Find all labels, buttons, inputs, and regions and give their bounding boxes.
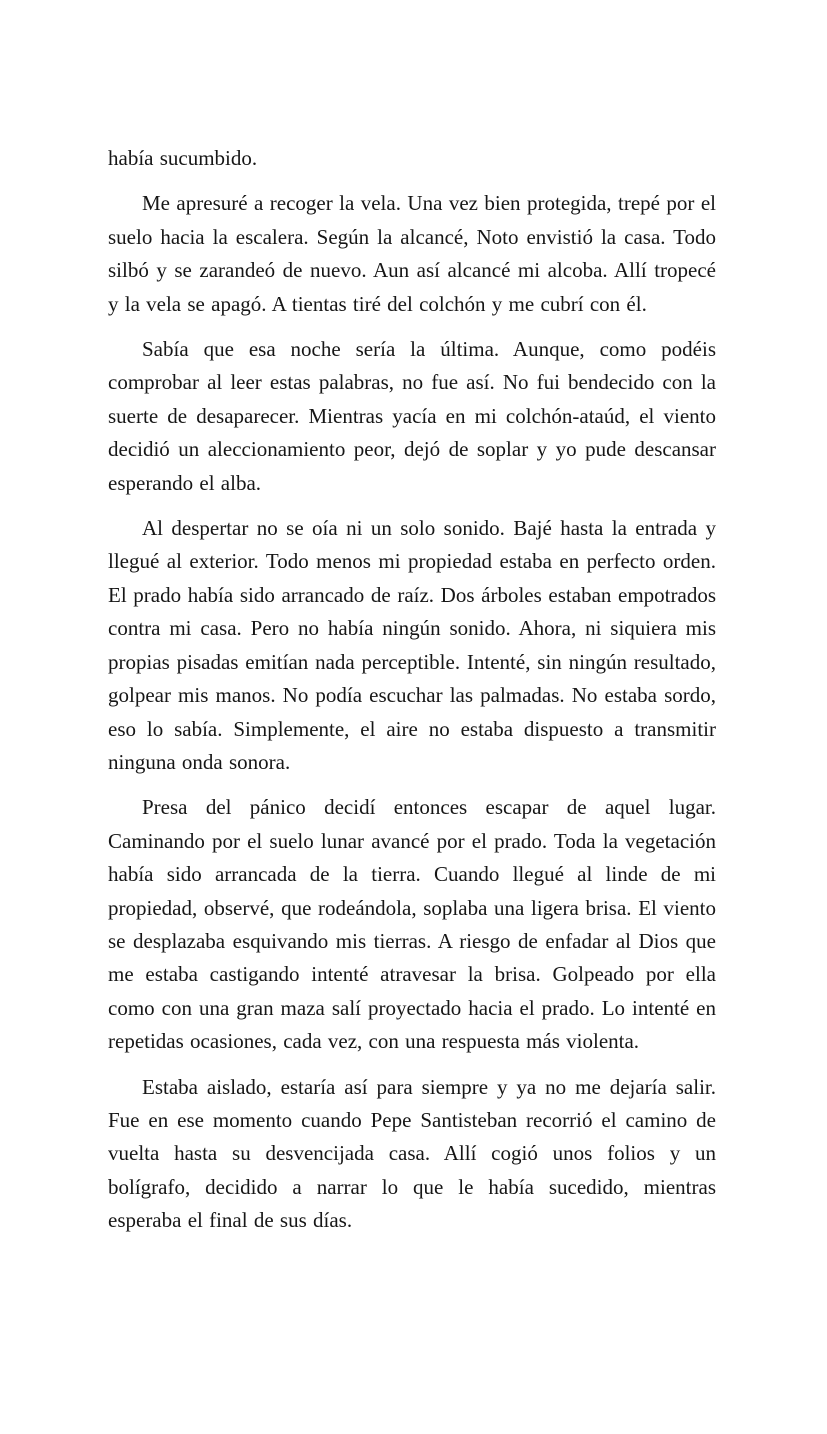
paragraph: Al despertar no se oía ni un solo sonido. Bajé hasta la entrada y llegué al exterior. Todo menos mi propiedad estaba en perfecto orden. El prado había sido arrancado de raíz. Dos árboles estaban empotrados contra mi casa. Pero no había ningún sonido. Ahora, ni siquiera mis propias pisadas emitían nada perceptible. Intenté, sin ningún resultado, golpear mis manos. No podía escuchar las palmadas. No estaba sordo, eso lo sabía. Simplemente, el aire no estaba dispuesto a transmitir ninguna onda sonora. — [108, 516, 716, 774]
paragraph: Me apresuré a recoger la vela. Una vez bien protegida, trepé por el suelo hacia la escalera. Según la alcancé, Noto envistió la casa. Todo silbó y se zarandeó de nuevo. Aun así alcancé mi alcoba. Allí tropecé y la vela se apagó. A tientas tiré del colchón y me cubrí con él. — [108, 191, 716, 316]
paragraph: Presa del pánico decidí entonces escapar de aquel lugar. Caminando por el suelo lunar avancé por el prado. Toda la vegetación había sido arrancada de la tierra. Cuando llegué al linde de mi propiedad, observé, que rodeándola, soplaba una ligera brisa. El viento se desplazaba esquivando mis tierras. A riesgo de enfadar al Dios que me estaba castigando intenté atravesar la brisa. Golpeado por ella como con una gran maza salí proyectado hacia el prado. Lo intenté en repetidas ocasiones, cada vez, con una respuesta más violenta. — [108, 795, 716, 1054]
paragraph-continuation: había sucumbido. — [108, 146, 258, 170]
paragraph: Sabía que esa noche sería la última. Aunque, como podéis comprobar al leer estas palabras, no fue así. No fui bendecido con la suerte de desaparecer. Mientras yacía en mi colchón-ataúd, el viento decidió un aleccionamiento peor, dejó de soplar y yo pude descansar esperando el alba. — [108, 337, 716, 495]
paragraph: Estaba aislado, estaría así para siempre y ya no me dejaría salir. Fue en ese momento cuando Pepe Santisteban recorrió el camino de vuelta hasta su desvencijada casa. Allí cogió unos folios y un bolígrafo, decidido a narrar lo que le había sucedido, mientras esperaba el final de sus días. — [108, 1074, 716, 1233]
